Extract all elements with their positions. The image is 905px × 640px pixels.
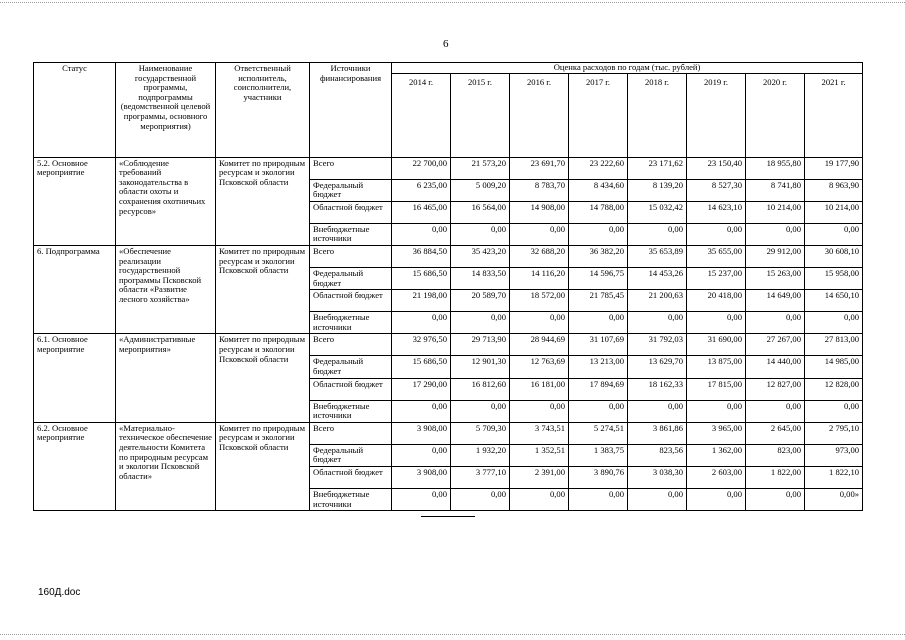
amount-cell: 16 181,00 — [510, 378, 569, 400]
amount-cell: 3 890,76 — [569, 466, 628, 488]
amount-cell: 0,00 — [687, 312, 746, 334]
amount-cell: 16 564,00 — [451, 201, 510, 223]
amount-cell: 21 785,45 — [569, 290, 628, 312]
header-year: 2014 г. — [392, 73, 451, 157]
amount-cell: 14 116,20 — [510, 267, 569, 289]
amount-cell: 14 788,00 — [569, 201, 628, 223]
amount-cell: 23 222,60 — [569, 157, 628, 179]
amount-cell: 2 645,00 — [746, 422, 805, 444]
amount-cell: 13 629,70 — [628, 356, 687, 378]
amount-cell: 27 813,00 — [805, 334, 863, 356]
funding-source-cell: Внебюджетные источники — [310, 488, 392, 510]
funding-source-cell: Федеральный бюджет — [310, 267, 392, 289]
header-year: 2016 г. — [510, 73, 569, 157]
amount-cell: 32 688,20 — [510, 245, 569, 267]
amount-cell: 0,00 — [510, 400, 569, 422]
amount-cell: 35 655,00 — [687, 245, 746, 267]
amount-cell: 3 908,00 — [392, 466, 451, 488]
page-number: 6 — [443, 38, 449, 50]
amount-cell: 3 861,86 — [628, 422, 687, 444]
amount-cell: 0,00 — [451, 488, 510, 510]
amount-cell: 35 653,89 — [628, 245, 687, 267]
executor-cell: Комитет по природным ресурсам и экологии Псковской области — [216, 334, 310, 422]
amount-cell: 0,00 — [392, 400, 451, 422]
amount-cell: 0,00 — [805, 312, 863, 334]
amount-cell: 0,00 — [451, 223, 510, 245]
program-name-cell: «Соблюдение требований законодательства в области охоты и сохранения охотничьих ресурсов» — [116, 157, 216, 245]
amount-cell: 30 608,10 — [805, 245, 863, 267]
amount-cell: 23 691,70 — [510, 157, 569, 179]
amount-cell: 14 649,00 — [746, 290, 805, 312]
amount-cell: 8 434,60 — [569, 179, 628, 201]
funding-source-cell: Областной бюджет — [310, 378, 392, 400]
amount-cell: 23 171,62 — [628, 157, 687, 179]
amount-cell: 27 267,00 — [746, 334, 805, 356]
funding-source-cell: Внебюджетные источники — [310, 312, 392, 334]
amount-cell: 0,00 — [451, 312, 510, 334]
amount-cell: 13 875,00 — [687, 356, 746, 378]
header-executor: Ответственный исполнитель, соисполнители, участники — [216, 63, 310, 158]
funding-source-cell: Федеральный бюджет — [310, 356, 392, 378]
amount-cell: 35 423,20 — [451, 245, 510, 267]
amount-cell: 0,00 — [569, 312, 628, 334]
table-row — [34, 334, 863, 356]
amount-cell: 0,00 — [628, 312, 687, 334]
header-year: 2018 г. — [628, 73, 687, 157]
amount-cell: 973,00 — [805, 444, 863, 466]
table-row — [34, 422, 863, 444]
table-row — [34, 245, 863, 267]
amount-cell: 0,00 — [746, 223, 805, 245]
status-cell: 6. Подпрограмма — [34, 245, 116, 333]
amount-cell: 2 795,10 — [805, 422, 863, 444]
amount-cell: 0,00 — [392, 223, 451, 245]
funding-source-cell: Всего — [310, 157, 392, 179]
amount-cell: 3 777,10 — [451, 466, 510, 488]
amount-cell: 3 965,00 — [687, 422, 746, 444]
amount-cell: 8 139,20 — [628, 179, 687, 201]
header-year: 2015 г. — [451, 73, 510, 157]
amount-cell: 0,00 — [687, 223, 746, 245]
amount-cell: 29 912,00 — [746, 245, 805, 267]
funding-source-cell: Областной бюджет — [310, 201, 392, 223]
header-name: Наименование государственной программы, подпрограммы (ведомственной целевой программы, основного мероприятия) — [116, 63, 216, 158]
program-name-cell: «Материально-техническое обеспечение деятельности Комитета по природным ресурсам и экологии Псковской области» — [116, 422, 216, 510]
amount-cell: 14 596,75 — [569, 267, 628, 289]
amount-cell: 14 650,10 — [805, 290, 863, 312]
amount-cell: 18 162,33 — [628, 378, 687, 400]
amount-cell: 1 362,00 — [687, 444, 746, 466]
amount-cell: 8 963,90 — [805, 179, 863, 201]
amount-cell: 0,00 — [687, 488, 746, 510]
amount-cell: 2 603,00 — [687, 466, 746, 488]
amount-cell: 6 235,00 — [392, 179, 451, 201]
amount-cell: 0,00 — [510, 223, 569, 245]
page-edge-top — [0, 2, 905, 3]
funding-source-cell: Областной бюджет — [310, 466, 392, 488]
amount-cell: 16 465,00 — [392, 201, 451, 223]
amount-cell: 14 908,00 — [510, 201, 569, 223]
amount-cell: 13 213,00 — [569, 356, 628, 378]
amount-cell: 0,00 — [451, 400, 510, 422]
amount-cell: 0,00 — [628, 400, 687, 422]
amount-cell: 5 009,20 — [451, 179, 510, 201]
amount-cell: 0,00 — [392, 488, 451, 510]
amount-cell: 15 237,00 — [687, 267, 746, 289]
amount-cell: 17 815,00 — [687, 378, 746, 400]
amount-cell: 1 383,75 — [569, 444, 628, 466]
amount-cell: 32 976,50 — [392, 334, 451, 356]
funding-source-cell: Всего — [310, 334, 392, 356]
amount-cell: 16 812,60 — [451, 378, 510, 400]
table-row — [34, 157, 863, 179]
funding-source-cell: Внебюджетные источники — [310, 400, 392, 422]
header-year: 2020 г. — [746, 73, 805, 157]
amount-cell: 0,00 — [687, 400, 746, 422]
amount-cell: 3 908,00 — [392, 422, 451, 444]
amount-cell: 2 391,00 — [510, 466, 569, 488]
amount-cell: 8 527,30 — [687, 179, 746, 201]
amount-cell: 28 944,69 — [510, 334, 569, 356]
amount-cell: 15 032,42 — [628, 201, 687, 223]
amount-cell: 12 763,69 — [510, 356, 569, 378]
amount-cell: 23 150,40 — [687, 157, 746, 179]
amount-cell: 10 214,00 — [805, 201, 863, 223]
funding-source-cell: Федеральный бюджет — [310, 444, 392, 466]
amount-cell: 1 822,00 — [746, 466, 805, 488]
amount-cell: 0,00 — [510, 488, 569, 510]
budget-table — [33, 62, 863, 511]
amount-cell: 823,56 — [628, 444, 687, 466]
amount-cell: 0,00 — [628, 488, 687, 510]
amount-cell: 15 686,50 — [392, 356, 451, 378]
amount-cell: 0,00 — [805, 223, 863, 245]
header-year: 2019 г. — [687, 73, 746, 157]
header-costs: Оценка расходов по годам (тыс. рублей) — [392, 63, 863, 74]
amount-cell: 0,00 — [746, 400, 805, 422]
amount-cell: 10 214,00 — [746, 201, 805, 223]
amount-cell: 1 932,20 — [451, 444, 510, 466]
amount-cell: 17 894,69 — [569, 378, 628, 400]
executor-cell: Комитет по природным ресурсам и экологии Псковской области — [216, 245, 310, 333]
amount-cell: 1 352,51 — [510, 444, 569, 466]
amount-cell: 21 200,63 — [628, 290, 687, 312]
amount-cell: 14 453,26 — [628, 267, 687, 289]
amount-cell: 18 955,80 — [746, 157, 805, 179]
amount-cell: 8 783,70 — [510, 179, 569, 201]
header-sources: Источники финансирования — [310, 63, 392, 158]
amount-cell: 0,00 — [510, 312, 569, 334]
amount-cell: 12 901,30 — [451, 356, 510, 378]
executor-cell: Комитет по природным ресурсам и экологии Псковской области — [216, 422, 310, 510]
amount-cell: 17 290,00 — [392, 378, 451, 400]
amount-cell: 14 833,50 — [451, 267, 510, 289]
amount-cell: 36 382,20 — [569, 245, 628, 267]
amount-cell: 3 743,51 — [510, 422, 569, 444]
program-name-cell: «Обеспечение реализации государственной программы Псковской области «Развитие лесного хозяйства» — [116, 245, 216, 333]
amount-cell: 0,00 — [569, 400, 628, 422]
amount-cell: 0,00 — [746, 488, 805, 510]
funding-source-cell: Областной бюджет — [310, 290, 392, 312]
header-status: Статус — [34, 63, 116, 158]
status-cell: 5.2. Основное мероприятие — [34, 157, 116, 245]
amount-cell: 0,00 — [392, 312, 451, 334]
amount-cell: 18 572,00 — [510, 290, 569, 312]
amount-cell: 31 792,03 — [628, 334, 687, 356]
amount-cell: 5 709,30 — [451, 422, 510, 444]
amount-cell: 21 573,20 — [451, 157, 510, 179]
amount-cell: 14 623,10 — [687, 201, 746, 223]
page-edge-bottom — [0, 634, 905, 635]
table-body — [34, 157, 863, 511]
amount-cell: 22 700,00 — [392, 157, 451, 179]
funding-source-cell: Федеральный бюджет — [310, 179, 392, 201]
amount-cell: 12 827,00 — [746, 378, 805, 400]
amount-cell: 31 107,69 — [569, 334, 628, 356]
amount-cell: 3 038,30 — [628, 466, 687, 488]
amount-cell: 0,00» — [805, 488, 863, 510]
amount-cell: 5 274,51 — [569, 422, 628, 444]
amount-cell: 15 686,50 — [392, 267, 451, 289]
amount-cell: 8 741,80 — [746, 179, 805, 201]
amount-cell: 31 690,00 — [687, 334, 746, 356]
amount-cell: 19 177,90 — [805, 157, 863, 179]
amount-cell: 0,00 — [569, 488, 628, 510]
amount-cell: 15 263,00 — [746, 267, 805, 289]
amount-cell: 14 985,00 — [805, 356, 863, 378]
program-name-cell: «Административные мероприятия» — [116, 334, 216, 422]
funding-source-cell: Внебюджетные источники — [310, 223, 392, 245]
amount-cell: 0,00 — [746, 312, 805, 334]
amount-cell: 12 828,00 — [805, 378, 863, 400]
header-year: 2017 г. — [569, 73, 628, 157]
amount-cell: 0,00 — [569, 223, 628, 245]
amount-cell: 0,00 — [805, 400, 863, 422]
separator-line — [421, 516, 475, 517]
amount-cell: 0,00 — [392, 444, 451, 466]
amount-cell: 36 884,50 — [392, 245, 451, 267]
amount-cell: 29 713,90 — [451, 334, 510, 356]
amount-cell: 1 822,10 — [805, 466, 863, 488]
executor-cell: Комитет по природным ресурсам и экологии Псковской области — [216, 157, 310, 245]
status-cell: 6.1. Основное мероприятие — [34, 334, 116, 422]
amount-cell: 823,00 — [746, 444, 805, 466]
footer-filename: 160Д.doc — [38, 587, 81, 598]
amount-cell: 21 198,00 — [392, 290, 451, 312]
amount-cell: 0,00 — [628, 223, 687, 245]
status-cell: 6.2. Основное мероприятие — [34, 422, 116, 510]
amount-cell: 15 958,00 — [805, 267, 863, 289]
header-year: 2021 г. — [805, 73, 863, 157]
amount-cell: 20 418,00 — [687, 290, 746, 312]
amount-cell: 14 440,00 — [746, 356, 805, 378]
amount-cell: 20 589,70 — [451, 290, 510, 312]
funding-source-cell: Всего — [310, 245, 392, 267]
funding-source-cell: Всего — [310, 422, 392, 444]
